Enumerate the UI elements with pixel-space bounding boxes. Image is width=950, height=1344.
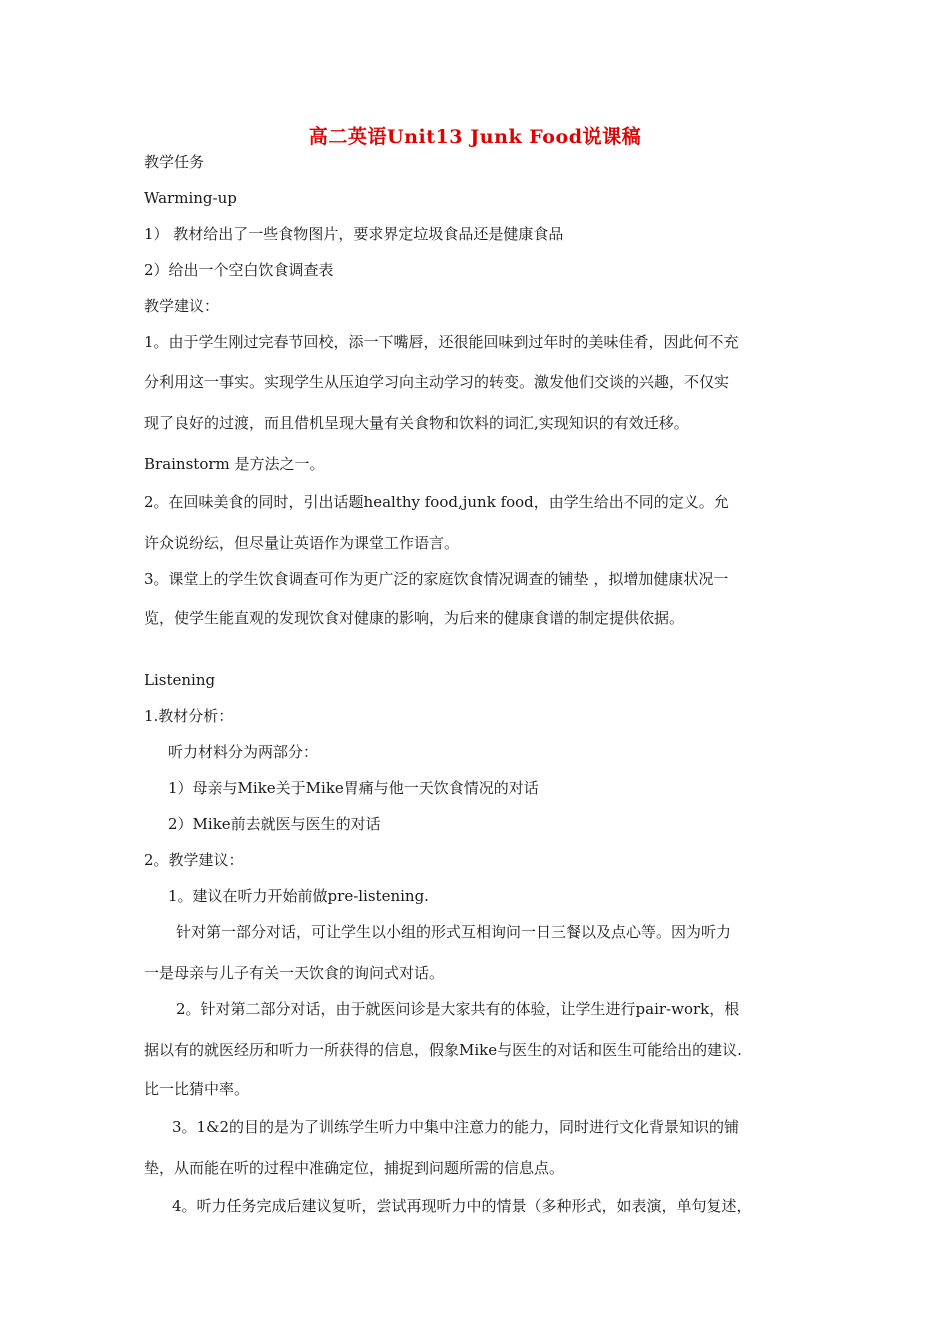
list-item: 2。针对第二部分对话，由于就医问诊是大家共有的体验，让学生进行pair-work，根 <box>176 1000 740 1018</box>
list-item: 2）Mike前去就医与医生的对话 <box>168 815 381 833</box>
section-heading-warming-up: Warming-up <box>144 189 237 207</box>
paragraph-line: 一是母亲与儿子有关一天饮食的询问式对话。 <box>144 964 445 982</box>
paragraph-line: 针对第一部分对话，可让学生以小组的形式互相询问一日三餐以及点心等。因为听力 <box>176 923 732 941</box>
list-item: 1）母亲与Mike关于Mike胃痛与他一天饮食情况的对话 <box>168 779 539 797</box>
paragraph-line: 1） 教材给出了一些食物图片，要求界定垃圾食品还是健康食品 <box>144 225 564 243</box>
paragraph-line: 览，使学生能直观的发现饮食对健康的影响，为后来的健康食谱的制定提供依据。 <box>144 609 685 627</box>
section-heading-teaching-suggestions: 教学建议： <box>144 297 220 315</box>
paragraph-line: 3。课堂上的学生饮食调查可作为更广泛的家庭饮食情况调查的铺垫 ，拟增加健康状况一 <box>144 570 729 588</box>
list-item: 4。听力任务完成后建议复听，尝试再现听力中的情景（多种形式，如表演，单句复述， <box>172 1197 752 1215</box>
paragraph-line: 分利用这一事实。实现学生从压迫学习向主动学习的转变。激发他们交谈的兴趣，不仅实 <box>144 373 730 391</box>
paragraph-line: 许众说纷纭，但尽量让英语作为课堂工作语言。 <box>144 534 460 552</box>
list-item: 3。1&2的目的是为了训练学生听力中集中注意力的能力，同时进行文化背景知识的铺 <box>172 1118 739 1136</box>
paragraph-line: 听力材料分为两部分： <box>168 743 319 761</box>
subsection-heading: 1.教材分析： <box>144 707 234 725</box>
section-heading-teaching-tasks: 教学任务 <box>144 153 205 171</box>
paragraph-line: 比一比猜中率。 <box>144 1080 250 1098</box>
subsection-heading: 2。教学建议： <box>144 851 244 869</box>
document-title: 高二英语Unit13 Junk Food说课稿 <box>308 126 642 148</box>
list-item: 1。建议在听力开始前做pre-listening. <box>168 887 429 905</box>
paragraph-line: 2。在回味美食的同时，引出话题healthy food,junk food，由学生给出不同的定义。允 <box>144 493 729 511</box>
paragraph-line: Brainstorm 是方法之一。 <box>144 455 325 473</box>
paragraph-line: 垫，从而能在听的过程中准确定位，捕捉到问题所需的信息点。 <box>144 1159 565 1177</box>
section-heading-listening: Listening <box>144 671 216 689</box>
paragraph-line: 2）给出一个空白饮食调查表 <box>144 261 334 279</box>
paragraph-line: 1。由于学生刚过完春节回校，添一下嘴唇，还很能回味到过年时的美味佳肴，因此何不充 <box>144 333 739 351</box>
paragraph-line: 据以有的就医经历和听力一所获得的信息，假象Mike与医生的对话和医生可能给出的建议. <box>144 1041 742 1059</box>
paragraph-line: 现了良好的过渡，而且借机呈现大量有关食物和饮料的词汇,实现知识的有效迁移。 <box>144 414 689 432</box>
